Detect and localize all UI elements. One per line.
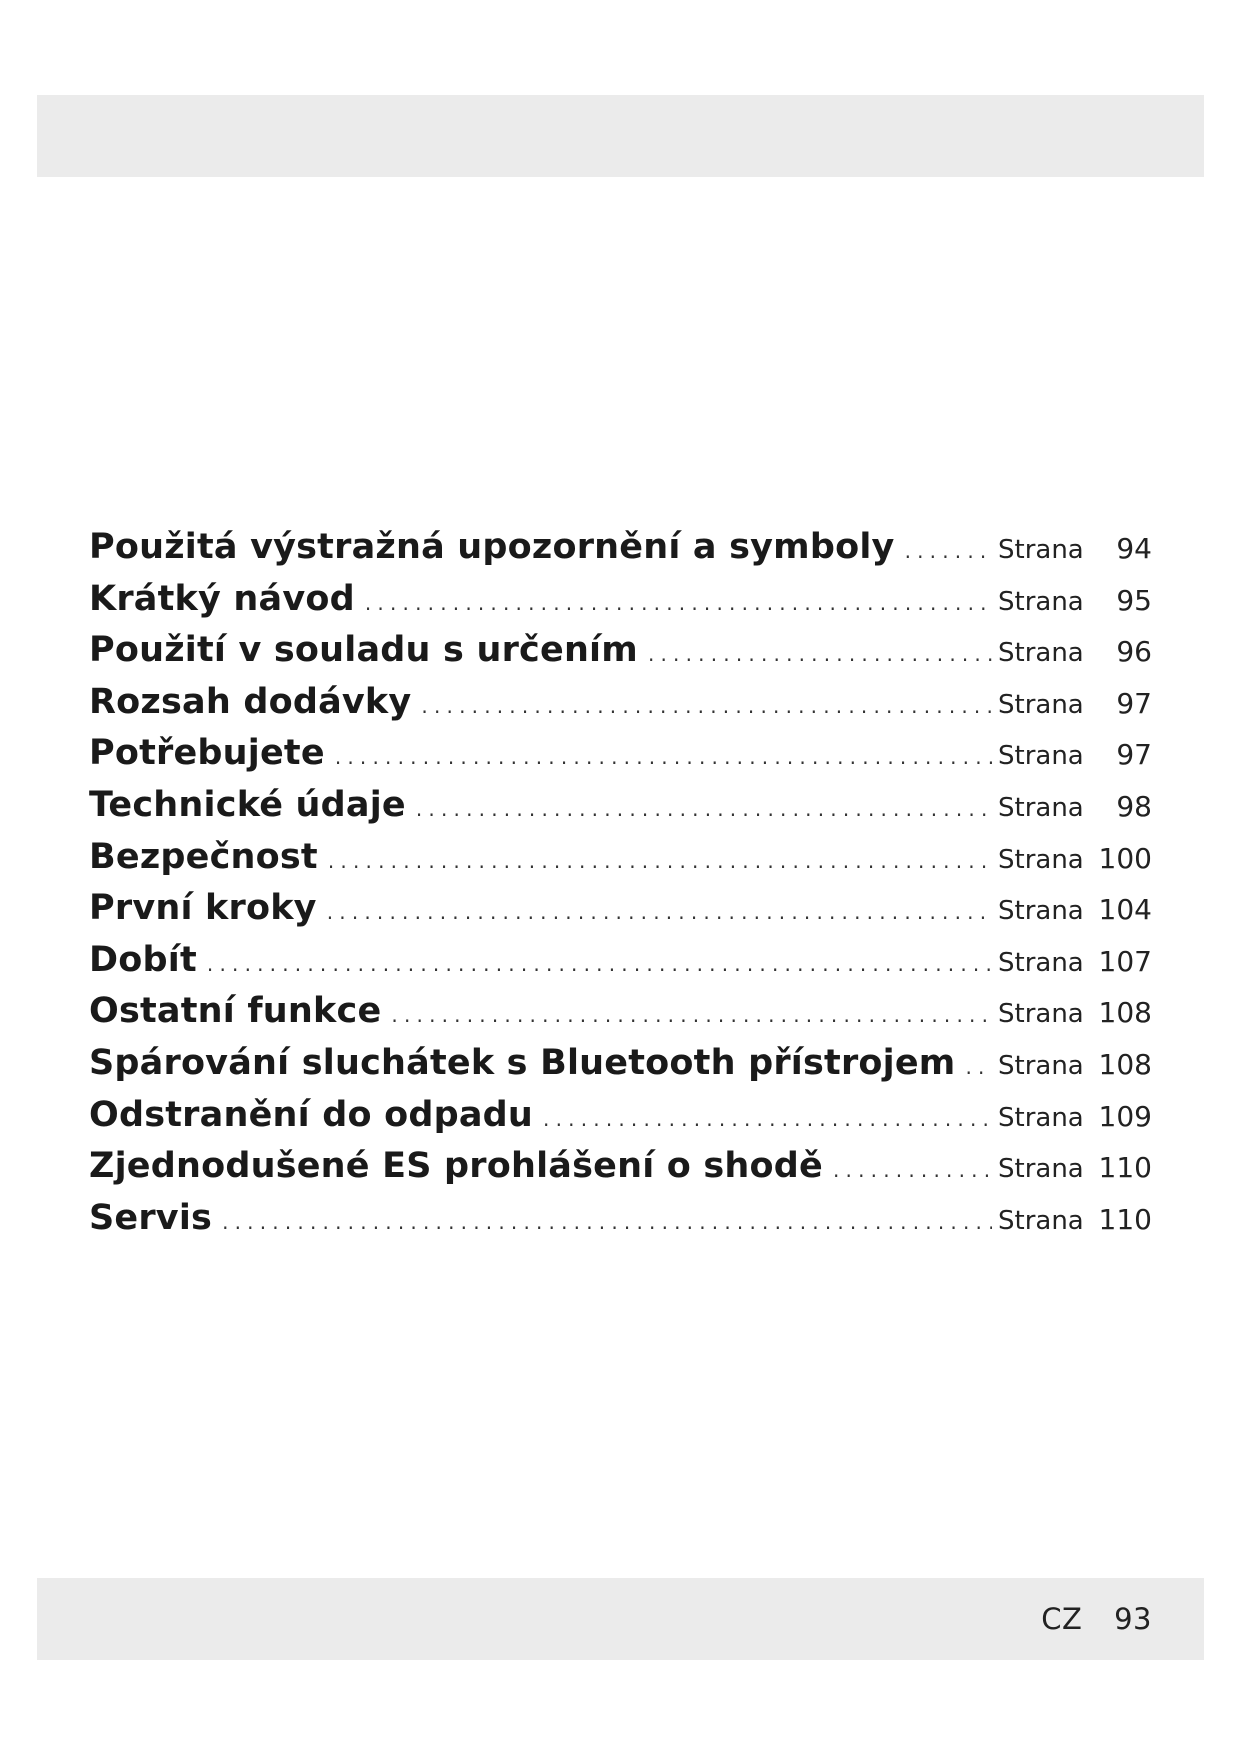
- toc-entry-label: Strana: [998, 1050, 1084, 1081]
- toc-entry[interactable]: [89, 883, 1152, 935]
- toc-entry-label: Strana: [998, 535, 1084, 565]
- toc-entry[interactable]: [89, 986, 1152, 1038]
- toc-entry-title: Potřebujete: [89, 733, 325, 774]
- toc-entry-label: Strana: [998, 638, 1084, 669]
- toc-entry-label: Strana: [998, 1102, 1084, 1133]
- toc-entry-title: První kroky: [89, 888, 317, 929]
- toc-entry-page: 108: [1098, 1047, 1152, 1081]
- toc-entry-title: Ostatní funkce: [89, 991, 382, 1032]
- header-band: [37, 95, 1204, 177]
- toc-leader-dots: [207, 939, 992, 991]
- toc-entry-title: Technické údaje: [89, 784, 406, 825]
- toc-entry[interactable]: [89, 1038, 1152, 1090]
- toc-entry-page: 108: [1098, 996, 1152, 1030]
- toc-entry-label: Strana: [998, 896, 1084, 927]
- toc-entry[interactable]: [89, 625, 1152, 677]
- toc-leader-dots: [905, 526, 992, 578]
- toc-entry-title: Použitá výstražná upozornění a symboly: [89, 527, 895, 567]
- toc-leader-dots: [833, 1145, 992, 1197]
- toc-entry[interactable]: [89, 574, 1152, 626]
- toc-entry-label: Strana: [998, 689, 1084, 720]
- toc-entry-title: Bezpečnost: [89, 836, 318, 877]
- toc-entry-page: 110: [1098, 1202, 1152, 1236]
- table-of-contents: [89, 522, 1152, 1244]
- toc-leader-dots: [328, 836, 992, 888]
- toc-leader-dots: [391, 990, 992, 1042]
- toc-entry[interactable]: [89, 1193, 1152, 1245]
- toc-leader-dots: [327, 887, 992, 939]
- toc-entry-label: Strana: [998, 741, 1084, 772]
- toc-entry-title: Použití v souladu s určením: [89, 630, 638, 671]
- toc-entry-label: Strana: [998, 1154, 1084, 1185]
- toc-entry-title: Odstranění do odpadu: [89, 1094, 534, 1135]
- toc-entry[interactable]: [89, 1090, 1152, 1142]
- toc-entry[interactable]: [89, 728, 1152, 780]
- toc-entry[interactable]: [89, 780, 1152, 832]
- toc-entry-title: Krátký návod: [89, 578, 355, 619]
- language-code: CZ: [1041, 1602, 1083, 1636]
- toc-entry-title: Dobít: [89, 939, 197, 980]
- toc-entry-page: 97: [1116, 686, 1152, 720]
- toc-entry[interactable]: [89, 1141, 1152, 1193]
- toc-entry-title: Spárování sluchátek s Bluetooth přístrojem: [89, 1042, 956, 1083]
- toc-entry-title: Zjednodušené ES prohlášení o shodě: [89, 1146, 823, 1187]
- toc-entry-page: 100: [1098, 841, 1152, 875]
- toc-entry-label: Strana: [998, 792, 1084, 823]
- toc-entry-page: 109: [1098, 1099, 1152, 1133]
- toc-leader-dots: [543, 1094, 992, 1146]
- toc-leader-dots: [421, 681, 992, 733]
- toc-entry[interactable]: [89, 522, 1152, 574]
- toc-entry-label: Strana: [998, 999, 1084, 1030]
- toc-entry-page: 97: [1116, 738, 1152, 772]
- toc-entry-label: Strana: [998, 586, 1084, 617]
- footer-band: [37, 1578, 1204, 1660]
- toc-leader-dots: [648, 629, 992, 681]
- toc-entry-page: 98: [1116, 789, 1152, 823]
- page-number: 93: [1114, 1602, 1152, 1636]
- toc-entry-label: Strana: [998, 844, 1084, 875]
- toc-entry[interactable]: [89, 935, 1152, 987]
- toc-leader-dots: [365, 578, 992, 630]
- toc-entry-label: Strana: [998, 1205, 1084, 1236]
- toc-entry-page: 96: [1116, 635, 1152, 669]
- toc-entry-title: Servis: [89, 1197, 213, 1238]
- toc-entry[interactable]: [89, 832, 1152, 884]
- toc-entry-label: Strana: [998, 947, 1084, 978]
- toc-leader-dots: [965, 1042, 992, 1094]
- toc-entry-page: 94: [1116, 532, 1152, 565]
- page-footer: [1041, 1602, 1152, 1636]
- toc-entry-page: 107: [1098, 944, 1152, 978]
- toc-leader-dots: [222, 1197, 992, 1249]
- toc-entry-page: 95: [1116, 583, 1152, 617]
- toc-entry[interactable]: [89, 677, 1152, 729]
- toc-entry-page: 110: [1098, 1151, 1152, 1185]
- toc-leader-dots: [335, 732, 992, 784]
- toc-entry-title: Rozsah dodávky: [89, 681, 412, 722]
- toc-entry-page: 104: [1098, 893, 1152, 927]
- toc-leader-dots: [416, 784, 992, 836]
